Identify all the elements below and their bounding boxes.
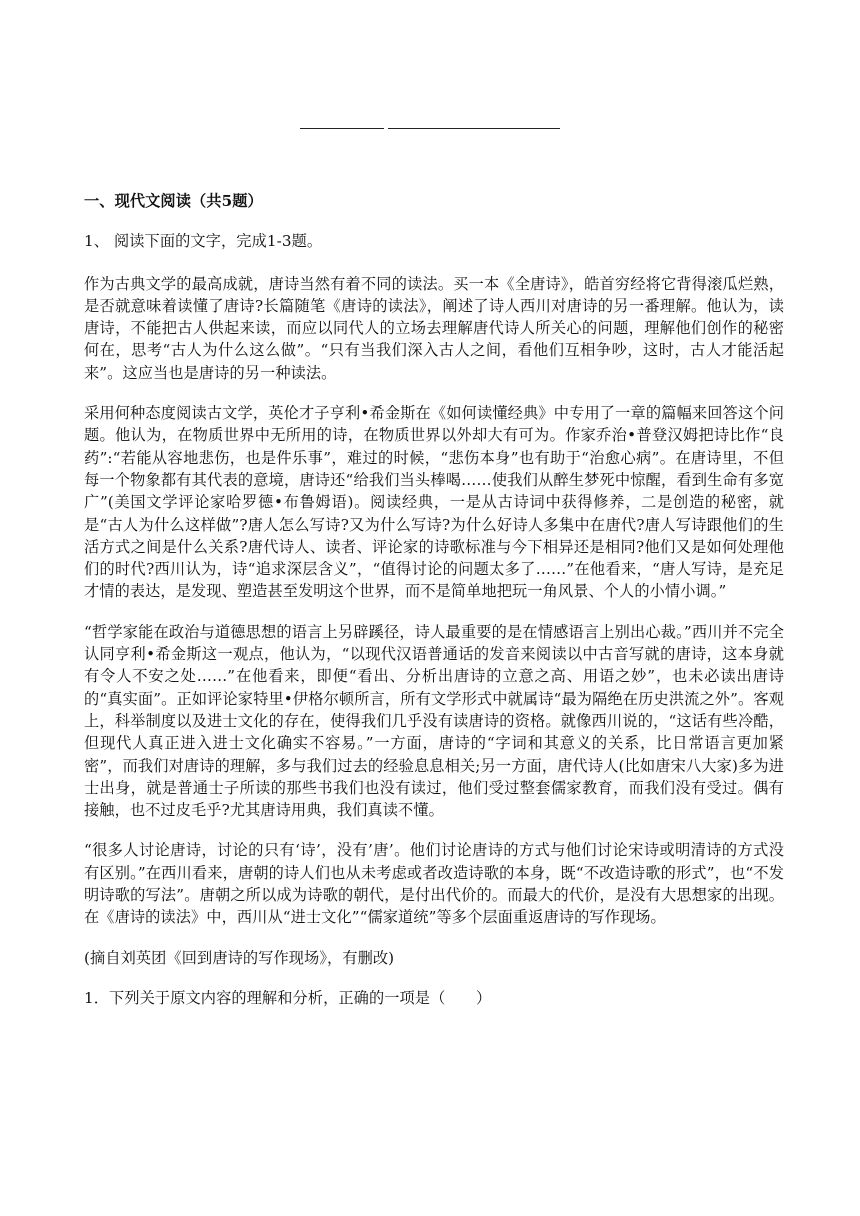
passage-paragraph-2: 采用何种态度阅读古文学，英伦才子亨利•希金斯在《如何读懂经典》中专用了一章的篇幅来回答这个问题。他认为，在物质世界中无所用的诗，在物质世界以外却大有可为。作家乔治•普登汉姆把诗比作“良药”:“若能从容地悲伤，也是件乐事”，难过的时候，“悲伤本身”也有助于“治愈心病”。在唐诗里，不但每一个物象都有其代表的意境，唐诗还“给我们当头棒喝……使我们从醉生梦死中惊醒，看到生命有多宽广”(美国文学评论家哈罗德•布鲁姆语)。阅读经典，一是从古诗词中获得修养，二是创造的秘密，就是“古人为什么这样做”?唐人怎么写诗?又为什么写诗?为什么好诗人多集中在唐代?唐人写诗跟他们的生活方式之间是什么关系?唐代诗人、读者、评论家的诗歌标准与今下相异还是相同?他们又是如何处理他们的时代?西川认为，诗“追求深层含义”，“值得讨论的问题太多了……”在他看来，“唐人写诗，是充足才情的表达，是发现、塑造甚至发明这个世界，而不是简单地把玩一角风景、个人的小情小调。” <box>84 404 784 601</box>
passage-paragraph-1: 作为古典文学的最高成就，唐诗当然有着不同的读法。买一本《全唐诗》，皓首穷经将它背得滚瓜烂熟，是否就意味着读懂了唐诗?长篇随笔《唐诗的读法》，阐述了诗人西川对唐诗的另一番理解。他认为，读唐诗，不能把古人供起来读，而应以同代人的立场去理解唐代诗人所关心的问题，理解他们创作的秘密何在，思考“古人为什么这么做”。“只有当我们深入古人之间，看他们互相争吵，这时，古人才能活起来”。这应当也是唐诗的另一种读法。 <box>84 274 784 382</box>
passage-source: (摘自刘英团《回到唐诗的写作现场》，有删改) <box>84 948 395 967</box>
name-blank-line <box>300 128 384 129</box>
passage-paragraph-4: “很多人讨论唐诗，讨论的只有‘诗’，没有’唐’。他们讨论唐诗的方式与他们讨论宋诗或明清诗的方式没有区别。”在西川看来，唐朝的诗人们也从未考虑或者改造诗歌的本身，既“不改造诗歌的形式”，也“不发明诗歌的写法”。唐朝之所以成为诗歌的朝代，是付出代价的。而最大的代价，是没有大思想家的出现。在《唐诗的读法》中，西川从“进士文化”“儒家道统”等多个层面重返唐诗的写作现场。 <box>84 841 784 927</box>
passage-paragraph-3: “哲学家能在政治与道德思想的语言上另辟蹊径，诗人最重要的是在情感语言上别出心裁。”西川并不完全认同亨利•希金斯这一观点，他认为，“以现代汉语普通话的发音来阅读以中古音写就的唐诗，这本身就有令人不安之处……”在他看来，即便“看出、分析出唐诗的立意之高、用语之妙”，也未必读出唐诗的“真实面”。正如评论家特里•伊格尔顿所言，所有文学形式中就属诗“最为隔绝在历史洪流之外”。客观上，科举制度以及进士文化的存在，使得我们几乎没有读唐诗的资格。就像西川说的，“这话有些冷酷，但现代人真正进入进士文化确实不容易。”一方面，唐诗的“字词和其意义的关系，比日常语言更加紧密”，而我们对唐诗的理解，多与我们过去的经验息息相关;另一方面，唐代诗人(比如唐宋八大家)多为进士出身，就是普通士子所读的那些书我们也没有读过，他们受过整套儒家教育，而我们没有受过。偶有接触，也不过皮毛乎?尤其唐诗用典，我们真读不懂。 <box>84 622 784 820</box>
class-blank-line <box>388 128 560 129</box>
section-title: 一、现代文阅读（共5题） <box>84 192 263 210</box>
document-body <box>84 190 784 1027</box>
question-intro: 1、 阅读下面的文字，完成1-3题。 <box>84 232 323 251</box>
sub-question-1: 1．下列关于原文内容的理解和分析，正确的一项是（ ） <box>84 988 492 1007</box>
